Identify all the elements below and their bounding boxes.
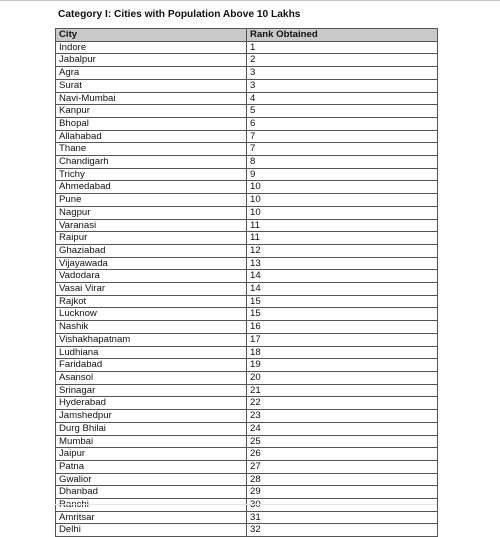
column-header-city: City bbox=[56, 29, 247, 42]
table-row bbox=[56, 206, 438, 219]
table-row bbox=[56, 346, 438, 359]
rank-cell: 19 bbox=[247, 359, 438, 372]
city-cell: Vadodara bbox=[56, 270, 247, 283]
rank-cell: 27 bbox=[247, 460, 438, 473]
city-cell: Allahabad bbox=[56, 130, 247, 143]
rank-cell: 17 bbox=[247, 333, 438, 346]
rank-cell: 7 bbox=[247, 143, 438, 156]
column-header-rank: Rank Obtained bbox=[247, 29, 438, 42]
table-row bbox=[56, 168, 438, 181]
page-title: Category I: Cities with Population Above 10 Lakhs bbox=[58, 9, 301, 20]
table-row bbox=[56, 524, 438, 537]
table-row bbox=[56, 143, 438, 156]
table-row bbox=[56, 194, 438, 207]
table-row bbox=[56, 333, 438, 346]
rank-cell: 5 bbox=[247, 105, 438, 118]
city-cell: Vishakhapatnam bbox=[56, 333, 247, 346]
table-row bbox=[56, 295, 438, 308]
rank-cell: 31 bbox=[247, 511, 438, 524]
city-cell: Amritsar bbox=[56, 511, 247, 524]
rank-cell: 28 bbox=[247, 473, 438, 486]
table-row bbox=[56, 460, 438, 473]
city-cell: Durg Bhilai bbox=[56, 422, 247, 435]
city-cell: Jaipur bbox=[56, 448, 247, 461]
rank-cell: 23 bbox=[247, 410, 438, 423]
table-row bbox=[56, 422, 438, 435]
table-row bbox=[56, 270, 438, 283]
table-row bbox=[56, 410, 438, 423]
city-cell: Ahmedabad bbox=[56, 181, 247, 194]
city-rank-table bbox=[55, 28, 438, 537]
table-row bbox=[56, 219, 438, 232]
city-cell: Rajkot bbox=[56, 295, 247, 308]
city-cell: Nagpur bbox=[56, 206, 247, 219]
rank-cell: 1 bbox=[247, 41, 438, 54]
city-cell: Trichy bbox=[56, 168, 247, 181]
city-cell: Vijayawada bbox=[56, 257, 247, 270]
table-row bbox=[56, 359, 438, 372]
table-row bbox=[56, 117, 438, 130]
rank-cell: 12 bbox=[247, 244, 438, 257]
city-cell: Kanpur bbox=[56, 105, 247, 118]
city-cell: Asansol bbox=[56, 371, 247, 384]
rank-cell: 14 bbox=[247, 283, 438, 296]
table-row bbox=[56, 181, 438, 194]
rank-cell: 16 bbox=[247, 321, 438, 334]
table-row bbox=[56, 371, 438, 384]
city-cell: Lucknow bbox=[56, 308, 247, 321]
city-cell: Raipur bbox=[56, 232, 247, 245]
rank-cell: 8 bbox=[247, 156, 438, 169]
city-cell: Jabalpur bbox=[56, 54, 247, 67]
table-body bbox=[56, 41, 438, 536]
table-row bbox=[56, 257, 438, 270]
city-cell: Jamshedpur bbox=[56, 410, 247, 423]
rank-cell: 15 bbox=[247, 308, 438, 321]
city-cell: Bhopal bbox=[56, 117, 247, 130]
table-row bbox=[56, 79, 438, 92]
city-cell: Agra bbox=[56, 67, 247, 80]
rank-cell: 14 bbox=[247, 270, 438, 283]
table-row bbox=[56, 473, 438, 486]
rank-cell: 7 bbox=[247, 130, 438, 143]
rank-cell: 20 bbox=[247, 371, 438, 384]
rank-cell: 21 bbox=[247, 384, 438, 397]
table-row bbox=[56, 397, 438, 410]
table-row bbox=[56, 511, 438, 524]
city-cell: Ludhiana bbox=[56, 346, 247, 359]
city-cell: Faridabad bbox=[56, 359, 247, 372]
table-header-row bbox=[56, 29, 438, 42]
rank-cell: 11 bbox=[247, 219, 438, 232]
rank-cell: 29 bbox=[247, 486, 438, 499]
rank-cell: 4 bbox=[247, 92, 438, 105]
rank-cell: 18 bbox=[247, 346, 438, 359]
city-cell: Navi-Mumbai bbox=[56, 92, 247, 105]
table-row bbox=[56, 92, 438, 105]
table-row bbox=[56, 486, 438, 499]
city-cell: Patna bbox=[56, 460, 247, 473]
city-cell: Hyderabad bbox=[56, 397, 247, 410]
rank-cell: 15 bbox=[247, 295, 438, 308]
city-cell: Varanasi bbox=[56, 219, 247, 232]
table-row bbox=[56, 321, 438, 334]
rank-cell: 10 bbox=[247, 194, 438, 207]
table-row bbox=[56, 384, 438, 397]
city-cell: Nashik bbox=[56, 321, 247, 334]
city-cell: Indore bbox=[56, 41, 247, 54]
table-row bbox=[56, 435, 438, 448]
city-cell: Mumbai bbox=[56, 435, 247, 448]
rank-cell: 24 bbox=[247, 422, 438, 435]
city-cell: Surat bbox=[56, 79, 247, 92]
city-cell: Vasai Virar bbox=[56, 283, 247, 296]
city-cell: Dhanbad bbox=[56, 486, 247, 499]
city-cell: Srinagar bbox=[56, 384, 247, 397]
table-row bbox=[56, 130, 438, 143]
table-row bbox=[56, 244, 438, 257]
rank-cell: 26 bbox=[247, 448, 438, 461]
city-cell: Ghaziabad bbox=[56, 244, 247, 257]
rank-cell: 22 bbox=[247, 397, 438, 410]
rank-cell: 6 bbox=[247, 117, 438, 130]
city-cell: Thane bbox=[56, 143, 247, 156]
city-cell: Pune bbox=[56, 194, 247, 207]
table-row bbox=[56, 448, 438, 461]
rank-cell: 3 bbox=[247, 67, 438, 80]
rank-cell: 3 bbox=[247, 79, 438, 92]
table-row bbox=[56, 105, 438, 118]
rank-cell: 9 bbox=[247, 168, 438, 181]
city-cell: Gwalior bbox=[56, 473, 247, 486]
rank-cell: 2 bbox=[247, 54, 438, 67]
table-row bbox=[56, 54, 438, 67]
table-row bbox=[56, 67, 438, 80]
rank-cell: 11 bbox=[247, 232, 438, 245]
table-row bbox=[56, 232, 438, 245]
table-row bbox=[56, 308, 438, 321]
rank-cell: 25 bbox=[247, 435, 438, 448]
rank-cell: 10 bbox=[247, 206, 438, 219]
city-cell: Delhi bbox=[56, 524, 247, 537]
city-cell: Chandigarh bbox=[56, 156, 247, 169]
rank-cell: 32 bbox=[247, 524, 438, 537]
bottom-divider bbox=[55, 504, 437, 505]
top-divider bbox=[0, 0, 500, 1]
rank-cell: 13 bbox=[247, 257, 438, 270]
table-row bbox=[56, 41, 438, 54]
rank-cell: 10 bbox=[247, 181, 438, 194]
table-row bbox=[56, 283, 438, 296]
table-row bbox=[56, 156, 438, 169]
